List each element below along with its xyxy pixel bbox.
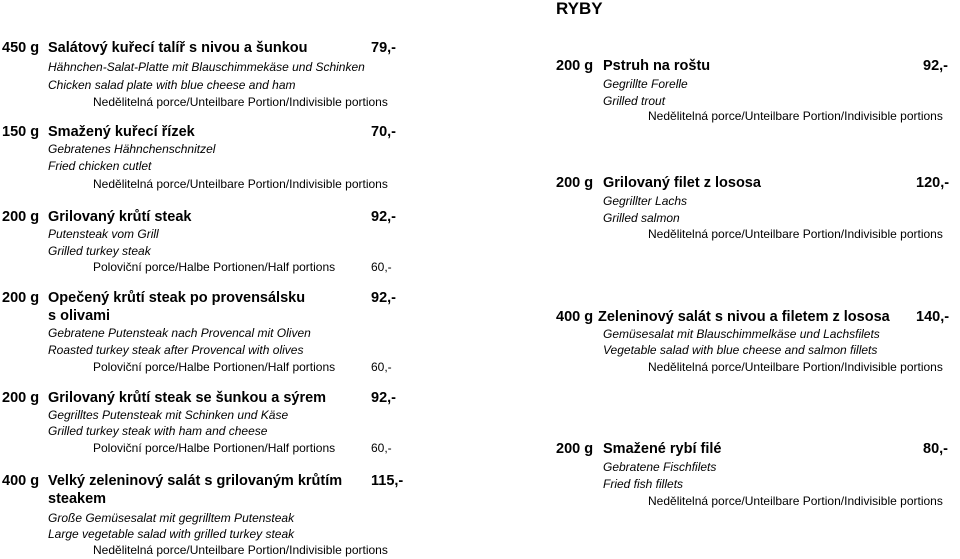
item-price: 92,- bbox=[923, 58, 948, 74]
section-title: RYBY bbox=[556, 0, 603, 18]
item-desc-en: Grilled trout bbox=[603, 94, 666, 108]
item-price: 70,- bbox=[371, 124, 396, 140]
item-weight: 400 g bbox=[2, 473, 40, 489]
item-portion: Poloviční porce/Halbe Portionen/Half portions bbox=[93, 360, 336, 374]
item-desc-de: Gebratene Putensteak nach Provencal mit Oliven bbox=[48, 326, 311, 340]
item-portion: Poloviční porce/Halbe Portionen/Half portions bbox=[93, 441, 336, 455]
item-desc-en: Chicken salad plate with blue cheese and ham bbox=[48, 78, 296, 92]
item-portion: Nedělitelná porce/Unteilbare Portion/Indivisible portions bbox=[93, 95, 388, 109]
item-desc-en: Large vegetable salad with grilled turkey steak bbox=[48, 527, 295, 541]
item-name-line2: steakem bbox=[48, 491, 107, 507]
item-desc-de: Gegrillter Lachs bbox=[603, 194, 688, 208]
item-name: Zeleninový salát s nivou a filetem z lososa bbox=[598, 309, 890, 325]
item-weight: 200 g bbox=[2, 390, 40, 406]
item-name: Salátový kuřecí talíř s nivou a šunkou bbox=[48, 40, 308, 56]
item-weight: 450 g bbox=[2, 40, 40, 56]
item-name: Velký zeleninový salát s grilovaným krůtím bbox=[48, 473, 343, 489]
item-weight: 200 g bbox=[2, 290, 40, 306]
item-desc-de: Gemüsesalat mit Blauschimmelkäse und Lachsfilets bbox=[603, 327, 880, 341]
item-name: Smažený kuřecí řízek bbox=[48, 124, 195, 140]
item-price: 92,- bbox=[371, 209, 396, 225]
item-desc-en: Grilled turkey steak with ham and cheese bbox=[48, 424, 268, 438]
item-desc-en: Vegetable salad with blue cheese and salmon fillets bbox=[603, 343, 878, 357]
item-name: Grilovaný filet z lososa bbox=[603, 175, 761, 191]
item-weight: 200 g bbox=[556, 58, 594, 74]
item-desc-de: Gegrilltes Putensteak mit Schinken und Käse bbox=[48, 408, 289, 422]
item-desc-en: Fried fish fillets bbox=[603, 477, 684, 491]
item-name: Smažené rybí filé bbox=[603, 441, 722, 457]
item-name: Grilovaný krůtí steak bbox=[48, 209, 192, 225]
item-weight: 400 g bbox=[556, 309, 594, 325]
item-desc-en: Fried chicken cutlet bbox=[48, 159, 152, 173]
item-weight: 200 g bbox=[556, 441, 594, 457]
item-name: Opečený krůtí steak po provensálsku bbox=[48, 290, 306, 306]
item-desc-en: Grilled salmon bbox=[603, 211, 680, 225]
item-desc-en: Roasted turkey steak after Provencal with olives bbox=[48, 343, 304, 357]
item-price: 120,- bbox=[916, 175, 950, 191]
item-price: 80,- bbox=[923, 441, 948, 457]
item-weight: 150 g bbox=[2, 124, 40, 140]
item-portion: Nedělitelná porce/Unteilbare Portion/Indivisible portions bbox=[648, 360, 943, 374]
item-portion: Nedělitelná porce/Unteilbare Portion/Indivisible portions bbox=[648, 494, 943, 508]
item-desc-de: Gebratenes Hähnchenschnitzel bbox=[48, 142, 216, 156]
item-desc-de: Putensteak vom Grill bbox=[48, 227, 159, 241]
item-name: Pstruh na roštu bbox=[603, 58, 711, 74]
item-name-line2: s olivami bbox=[48, 308, 111, 324]
item-portion-price: 60,- bbox=[371, 441, 392, 455]
item-portion: Nedělitelná porce/Unteilbare Portion/Indivisible portions bbox=[648, 109, 943, 123]
item-price: 140,- bbox=[916, 309, 950, 325]
item-desc-de: Gebratene Fischfilets bbox=[603, 460, 717, 474]
item-portion: Nedělitelná porce/Unteilbare Portion/Indivisible portions bbox=[93, 543, 388, 557]
item-desc-en: Grilled turkey steak bbox=[48, 244, 151, 258]
item-portion: Poloviční porce/Halbe Portionen/Half portions bbox=[93, 260, 336, 274]
item-desc-de: Hähnchen-Salat-Platte mit Blauschimmekäse und Schinken bbox=[48, 60, 365, 74]
item-desc-de: Große Gemüsesalat mit gegrilltem Putensteak bbox=[48, 511, 295, 525]
item-portion: Nedělitelná porce/Unteilbare Portion/Indivisible portions bbox=[648, 227, 943, 241]
item-portion-price: 60,- bbox=[371, 360, 392, 374]
item-weight: 200 g bbox=[2, 209, 40, 225]
item-price: 92,- bbox=[371, 390, 396, 406]
item-weight: 200 g bbox=[556, 175, 594, 191]
item-price: 92,- bbox=[371, 290, 396, 306]
item-price: 79,- bbox=[371, 40, 396, 56]
item-desc-de: Gegrillte Forelle bbox=[603, 77, 688, 91]
item-portion: Nedělitelná porce/Unteilbare Portion/Indivisible portions bbox=[93, 177, 388, 191]
item-portion-price: 60,- bbox=[371, 260, 392, 274]
item-price: 115,- bbox=[371, 473, 404, 489]
item-name: Grilovaný krůtí steak se šunkou a sýrem bbox=[48, 390, 327, 406]
